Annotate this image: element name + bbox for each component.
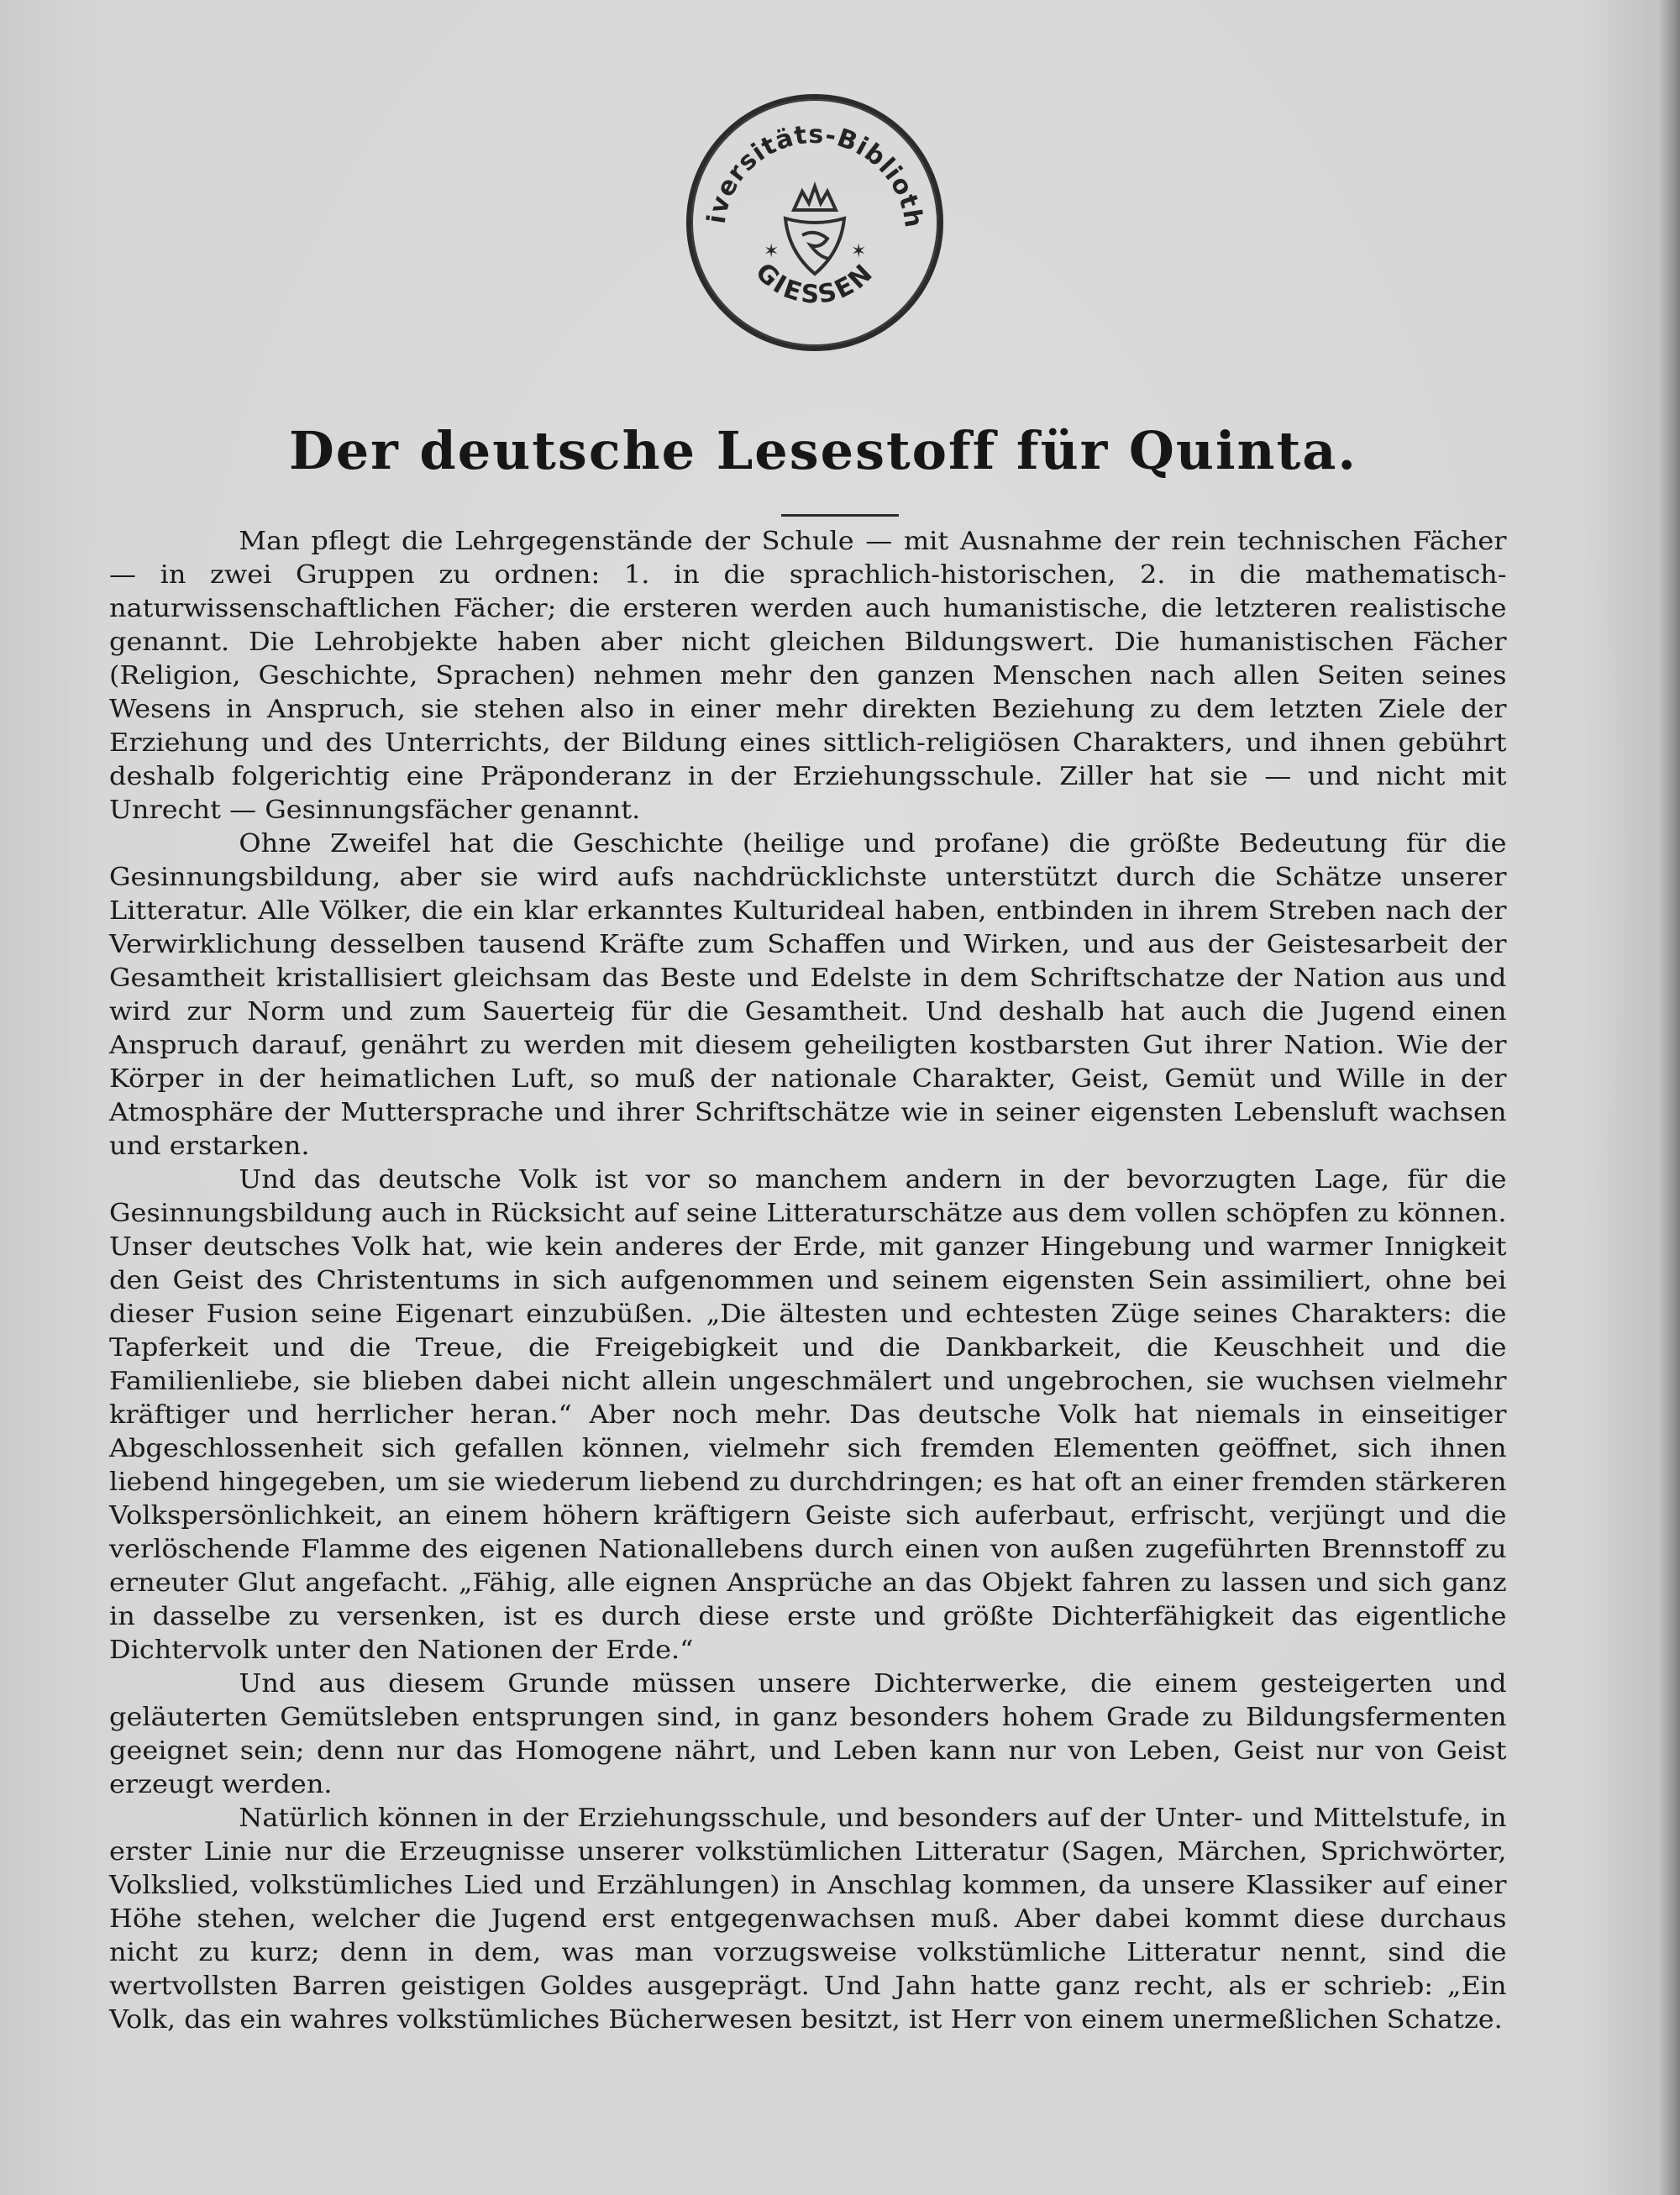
paragraph-3: Und das deutsche Volk ist vor so manchem andern in der bevorzugten Lage, für die Gesinnungsbildung auch in Rücksicht auf seine Litteraturschätze aus dem vollen schöpfen zu können. Unser deutsches Volk hat, wie kein anderes der Erde, mit ganzer Hingebung und warmer Innigkeit den Geist des Christentums in sich aufgenommen und seinem eigensten Sein assimiliert, ohne bei dieser Fusion seine Eigenart einzubüßen. „Die ältesten und echtesten Züge seines Charakters: die Tapferkeit und die Treue, die Freigebigkeit und die Dankbarkeit, die Keuschheit und die Familienliebe, sie blieben dabei nicht allein ungeschmälert und ungebrochen, sie wuchsen vielmehr kräftiger und herrlicher heran.“ Aber noch mehr. Das deutsche Volk hat niemals in einseitiger Abgeschlossenheit sich gefallen können, vielmehr sich fremden Elementen geöffnet, sich ihnen liebend hingegeben, um sie wiederum liebend zu durchdringen; es hat oft an einer fremden stärkeren Volkspersönlichkeit, an einem höhern kräftigern Geiste sich auferbaut, erfrischt, verjüngt und die verlöschende Flamme des eigenen Nationallebens durch einen von außen zugeführten Brennstoff zu erneuter Glut angefacht. „Fähig, alle eignen Ansprüche an das Objekt fahren zu lassen und sich ganz in dasselbe zu versenken, ist es durch diese erste und größte Dichterfähigkeit das eigentliche Dichtervolk unter den Nationen der Erde.“: [109, 1165, 1507, 1665]
stamp-top-text: iversitäts-Biblioth: [701, 119, 929, 230]
stamp-star-left-icon: ✶: [764, 241, 780, 262]
page-edge-shadow: [1656, 0, 1680, 2195]
library-stamp: [676, 84, 953, 361]
page-title: Der deutsche Lesestoff für Quinta.: [288, 420, 1358, 481]
paragraph-1: Man pflegt die Lehrgegenstände der Schule — mit Ausnahme der rein technischen Fächer — in zwei Gruppen zu ordnen: 1. in die sprachlich-historischen, 2. in die mathematisch-naturwissenschaftlichen Fächer; die ersteren werden auch humanistische, die letzteren realistische genannt. Die Lehrobjekte haben aber nicht gleichen Bildungswert. Die humanistischen Fächer (Religion, Geschichte, Sprachen) nehmen mehr den ganzen Menschen nach allen Seiten seines Wesens in Anspruch, sie stehen also in einer mehr direkten Beziehung zu dem letzten Ziele der Erziehung und des Unterrichts, der Bildung eines sittlich-religiösen Charakters, und ihnen gebührt deshalb folgerichtig eine Präponderanz in der Erziehungsschule. Ziller hat sie — und nicht mit Unrecht — Gesinnungsfächer genannt.: [109, 527, 1507, 825]
paragraph-4: Und aus diesem Grunde müssen unsere Dichterwerke, die einem gesteigerten und geläuterten Gemütsleben entsprungen sind, in ganz besonders hohem Grade zu Bildungsfermenten geeignet sein; denn nur das Homogene nährt, und Leben kann nur von Leben, Geist nur von Geist erzeugt werden.: [109, 1669, 1507, 1799]
paragraph-2: Ohne Zweifel hat die Geschichte (heilige und profane) die größte Bedeutung für die Gesinnungsbildung, aber sie wird aufs nachdrücklichste unterstützt durch die Schätze unserer Litteratur. Alle Völker, die ein klar erkanntes Kulturideal haben, entbinden in ihrem Streben nach der Verwirklichung desselben tausend Kräfte zum Schaffen und Wirken, und aus der Geistesarbeit der Gesamtheit kristallisiert gleichsam das Beste und Edelste in dem Schriftschatze der Nation aus und wird zur Norm und zum Sauerteig für die Gesamtheit. Und deshalb hat auch die Jugend einen Anspruch darauf, genährt zu werden mit diesem geheiligten kostbarsten Gut ihrer Nation. Wie der Körper in der heimatlichen Luft, so muß der nationale Charakter, Geist, Gemüt und Wille in der Atmosphäre der Muttersprache und ihrer Schriftschätze wie in seiner eigensten Lebensluft wachsen und erstarken.: [109, 829, 1507, 1161]
svg-text:GIESSEN: [749, 257, 879, 310]
svg-text:Universitäts-Bibliothek: [676, 84, 928, 230]
stamp-bottom-text: GIESSEN: [749, 257, 880, 310]
title-divider: [781, 514, 899, 517]
stamp-star-right-icon: ✶: [851, 241, 867, 262]
lion-emblem-icon: [785, 186, 844, 274]
paragraph-5: Natürlich können in der Erziehungsschule, und besonders auf der Unter- und Mittelstufe, in erster Linie nur die Erzeugnisse unserer volkstümlichen Litteratur (Sagen, Märchen, Sprichwörter, Volkslied, volkstümliches Lied und Erzählungen) in Anschlag kommen, da unsere Klassiker auf einer Höhe stehen, welcher die Jugend erst entgegenwachsen muß. Aber dabei kommt diese durchaus nicht zu kurz; denn in dem, was man vorzugsweise volkstümliche Litteratur nennt, sind die wertvollsten Barren geistigen Goldes ausgeprägt. Und Jahn hatte ganz recht, als er schrieb: „Ein Volk, das ein wahres volkstümliches Bücherwesen besitzt, ist Herr von einem unermeßlichen Schatze.: [109, 1804, 1507, 2035]
body-text: [109, 525, 1507, 2037]
library-stamp-graphic: [676, 84, 953, 361]
